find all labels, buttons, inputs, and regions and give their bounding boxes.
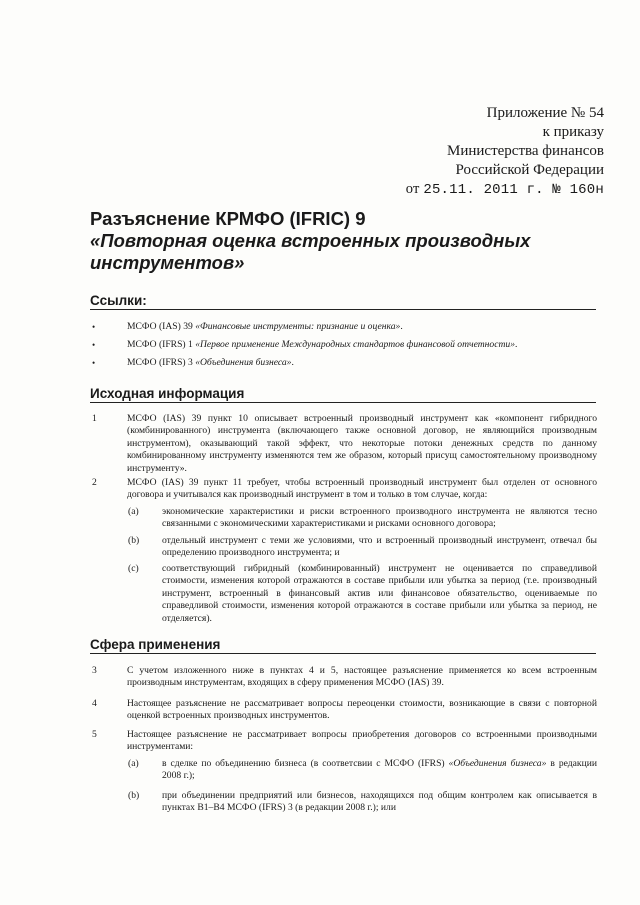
reference-name: «Финансовые инструменты: признание и оценка» xyxy=(195,321,401,332)
item-label: (c) xyxy=(128,563,139,574)
reference-suffix: . xyxy=(400,321,403,332)
item-label: (a) xyxy=(128,506,139,517)
item-text xyxy=(162,758,597,783)
bullet-icon: • xyxy=(92,322,96,332)
paragraph-number: 2 xyxy=(92,477,97,488)
reference-suffix: . xyxy=(291,357,294,368)
paragraph-text: С учетом изложенного ниже в пунктах 4 и 5, настоящее разъяснение применяется ко всем встроенным производным инструментам, входящих в сферу применения МСФО (IAS) 39. xyxy=(127,665,597,689)
reference-name: «Первое применение Международных стандартов финансовой отчетности» xyxy=(195,339,515,350)
approval-date-prefix: от xyxy=(405,181,420,197)
bullet-icon: • xyxy=(92,340,96,350)
reference-name: «Объединения бизнеса» xyxy=(195,357,292,368)
reference-prefix: МСФО (IAS) 39 xyxy=(127,321,196,332)
item-text: экономические характеристики и риски встроенного производного инструмента не являются тесно связанными с экономическими характеристиками и рисками основного договора; xyxy=(162,506,597,530)
title-main: Разъяснение КРМФО (IFRIC) 9 xyxy=(90,208,366,229)
paragraph-number: 3 xyxy=(92,665,97,676)
paragraph-text: Настоящее разъяснение не рассматривает вопросы переоценки стоимости, возникающие в связи с повторной оценкой встроенных производных инструментов. xyxy=(127,698,597,722)
approval-stamp xyxy=(406,104,604,200)
approval-ministry: Министерства финансов xyxy=(447,143,604,159)
item-text-post: в редакции 2008 г.); xyxy=(162,758,597,782)
approval-order-label: к приказу xyxy=(542,124,604,140)
item-label: (b) xyxy=(128,535,140,546)
reference-prefix: МСФО (IFRS) 3 xyxy=(127,357,196,368)
approval-date-line xyxy=(406,180,604,200)
approval-appendix-number: Приложение № 54 xyxy=(486,105,604,121)
reference-suffix: . xyxy=(515,339,518,350)
paragraph-number: 5 xyxy=(92,729,97,740)
references-heading: Ссылки: xyxy=(90,293,596,310)
bullet-icon: • xyxy=(92,358,96,368)
reference-prefix: МСФО (IFRS) 1 xyxy=(127,339,196,350)
item-text-italic: «Объединения бизнеса» xyxy=(448,758,547,769)
approval-country: Российской Федерации xyxy=(455,162,604,178)
item-text-pre: в сделке по объединению бизнеса (в соответсвии с МСФО (IFRS) xyxy=(162,758,449,769)
paragraph-text: МСФО (IAS) 39 пункт 11 требует, чтобы встроенный производный инструмент был отделен от основного договора и учитывался как производный инструмент в том и только в том случае, когда: xyxy=(127,477,597,501)
paragraph-number: 1 xyxy=(92,413,97,424)
item-label: (b) xyxy=(128,790,140,801)
background-heading: Исходная информация xyxy=(90,386,596,403)
item-text: при объединении предприятий или бизнесов, находящихся под общим контролем как описывается в пунктах B1–B4 МСФО (IFRS) 3 (в редакции 2008 г.); или xyxy=(162,790,597,814)
paragraph-text: МСФО (IAS) 39 пункт 10 описывает встроенный производный инструмент как «компонент гибридного (комбинированного) инструмента (включающего также основной договор, не являющийся производным инструментом), оказывающий такой эффект, что некоторые потоки денежных средств по данному комбинированному инструменту изменяются тем же образом, который присущ самостоятельному производному инструменту». xyxy=(127,413,597,474)
item-text: отдельный инструмент с теми же условиями, что и встроенный производный инструмент, отвечал бы определению производного инструмента; и xyxy=(162,535,597,559)
document-title xyxy=(90,208,600,274)
scope-heading: Сфера применения xyxy=(90,637,596,654)
approval-date-value: 25.11. 2011 г. № 160н xyxy=(423,182,604,198)
paragraph-number: 4 xyxy=(92,698,97,709)
title-sub-line1: «Повторная оценка встроенных производных xyxy=(90,230,531,251)
paragraph-text: Настоящее разъяснение не рассматривает вопросы приобретения договоров со встроенными производными инструментами: xyxy=(127,729,597,753)
item-text: соответствующий гибридный (комбинированный) инструмент не оценивается по справедливой стоимости, изменения которой отражаются в составе прибыли или убытка за период (т.е. производный инструмент, встроенный в финансовый актив или финансовое обязательство, оцениваемые по справедливой стоимости, изменения которой отражаются в составе прибыли или убытка за период, не отделяется). xyxy=(162,563,597,624)
title-sub-line2: инструментов» xyxy=(90,252,245,273)
item-label: (a) xyxy=(128,758,139,769)
